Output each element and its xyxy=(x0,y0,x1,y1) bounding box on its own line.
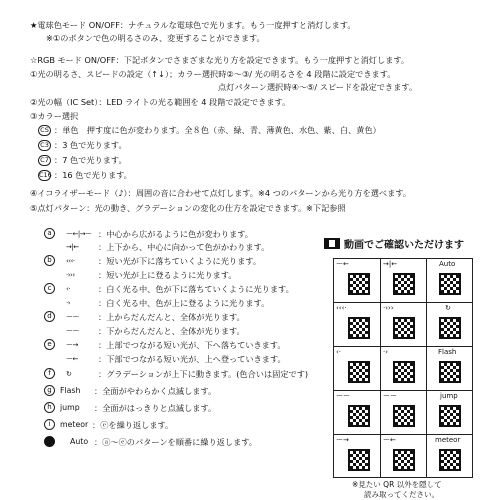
color-cs-row xyxy=(38,125,381,136)
qr-code-icon xyxy=(393,361,415,383)
cs-icon: CS xyxy=(38,125,51,136)
color-cs-text: ：単色 押す度に色が変わります。全８色（赤、緑、青、薄黄色、水色、紫、白、黄色） xyxy=(54,125,381,135)
qr-cell[interactable] xyxy=(334,391,381,435)
color-c3-text: ：3 色で光ります。 xyxy=(54,140,127,150)
film-icon xyxy=(324,238,340,249)
color-c7-row xyxy=(38,155,127,166)
pattern-arrow-icon: ーー xyxy=(66,313,79,321)
qr-cell-label: meteor xyxy=(435,436,461,444)
width-setting-text: ②光の幅（IC Set）：LED ライトの光る範囲を 4 段階で設定できます。 xyxy=(30,97,291,107)
qr-cell-label: Flash xyxy=(438,348,457,356)
qr-cell[interactable] xyxy=(427,303,473,347)
qr-cell[interactable] xyxy=(334,303,381,347)
pattern-badge: h xyxy=(44,402,55,413)
pattern-speed-text: 点灯パターン選択時④～⑤/ スピードを設定できます。 xyxy=(218,82,418,92)
c7-icon: C7 xyxy=(38,155,51,166)
pattern-desc: ：ⓐ～ⓔのパターンを順番に繰り返します。 xyxy=(94,437,257,447)
pattern-desc: ：上からだんだんと、全体が光ります。 xyxy=(98,312,245,322)
c3-icon: C3 xyxy=(38,140,51,151)
qr-code-icon xyxy=(439,361,461,383)
color-select-heading: ③カラー選択 xyxy=(30,111,79,121)
pattern-heading: ⑤点灯パターン：光の動き、グラデーションの変化の仕方を設定できます。※下記参照 xyxy=(30,203,346,213)
pattern-badge: d xyxy=(44,311,55,322)
pattern-badge: e xyxy=(44,339,55,350)
color-c16-row xyxy=(38,170,132,181)
auto-dot-icon xyxy=(44,436,55,447)
pattern-arrow-icon: ‹‹‹· xyxy=(66,257,75,265)
qr-cell-label: Auto xyxy=(439,260,456,268)
qr-code-icon xyxy=(393,405,415,427)
qr-code-icon xyxy=(439,317,461,339)
pattern-desc: ：短い光が上に登るように光ります。 xyxy=(98,270,237,280)
qr-cell-label: ‹‹‹· xyxy=(336,304,347,312)
qr-cell[interactable] xyxy=(334,259,381,303)
qr-cell-label: ーー xyxy=(383,392,397,400)
qr-cell[interactable] xyxy=(381,347,427,391)
pattern-desc: ：下からだんだんと、全体が光ります。 xyxy=(98,326,245,336)
pattern-arrow-icon: ·› xyxy=(66,299,71,307)
pattern-desc: ：上部でつながる短い光が、下へ落ちていきます。 xyxy=(98,340,286,350)
pattern-name: jump xyxy=(60,403,80,412)
qr-cell[interactable] xyxy=(427,391,473,435)
pattern-desc: ：白く光る中、色が下に落ちていくように光ります。 xyxy=(98,284,294,294)
pattern-desc: ：白く光る中、色が上に登るように光ります。 xyxy=(98,298,270,308)
pattern-badge: c xyxy=(44,283,55,294)
qr-cell-label: ー← xyxy=(383,436,396,444)
pattern-name: meteor xyxy=(60,420,89,429)
qr-cell[interactable] xyxy=(381,435,427,478)
pattern-desc: ：下部でつながる短い光が、上へ登っていきます。 xyxy=(98,354,286,364)
qr-cell[interactable] xyxy=(381,391,427,435)
loop-icon: ↻ xyxy=(445,304,451,312)
pattern-desc: ：全面がはっきりと点滅します。 xyxy=(94,403,217,413)
qr-cell[interactable] xyxy=(381,259,427,303)
pattern-desc: ：中心から広がるように色が変わります。 xyxy=(98,229,253,239)
pattern-desc: ：上下から、中心に向かって色がかわります。 xyxy=(98,242,270,252)
pattern-arrow-icon: ー←|→ー xyxy=(66,230,92,238)
pattern-arrow-icon: ー→ xyxy=(66,341,78,349)
pattern-arrow-icon: →|← xyxy=(66,243,79,251)
color-c16-text: ：16 色で光ります。 xyxy=(54,170,132,180)
pattern-desc: ：短い光が下に落ちていくように光ります。 xyxy=(98,256,262,266)
qr-cell[interactable] xyxy=(334,347,381,391)
qr-code-icon xyxy=(348,361,370,383)
qr-code-icon xyxy=(393,317,415,339)
rgb-mode-text: ☆RGB モード ON/OFF：下記ボタンでさまざまな光り方を設定できます。もう一度押すと消灯します。 xyxy=(30,55,410,65)
pattern-badge: g xyxy=(44,385,55,396)
color-c7-text: ：7 色で光ります。 xyxy=(54,155,127,165)
qr-cell-label: ーー xyxy=(336,392,350,400)
qr-cell-label: ー→ xyxy=(336,436,349,444)
pattern-arrow-icon: ーー xyxy=(66,327,79,335)
loop-icon: ↻ xyxy=(66,370,72,378)
pattern-badge: f xyxy=(44,368,55,379)
pattern-desc: ：ⓔを繰り返します。 xyxy=(92,420,174,430)
qr-code-icon xyxy=(439,449,461,471)
pattern-desc: ：グラデーションが上下に動きます。(色合いは固定です) xyxy=(98,369,309,379)
video-heading xyxy=(324,238,464,253)
bulb-mode-text: ★電球色モード ON/OFF：ナチュラルな電球色で光ります。もう一度押すと消灯します。 xyxy=(30,20,356,30)
pattern-badge: b xyxy=(44,255,55,266)
qr-note-line2: 読み取ってください。 xyxy=(364,490,439,499)
qr-cell-label: →|← xyxy=(383,260,398,268)
qr-note xyxy=(352,480,442,500)
qr-cell-label: ·› xyxy=(383,348,389,356)
pattern-name: Auto xyxy=(70,437,89,446)
qr-code-icon xyxy=(439,273,461,295)
qr-cell[interactable] xyxy=(427,347,473,391)
pattern-arrow-icon: ‹· xyxy=(66,285,71,293)
video-heading-text: 動画でご確認いただけます xyxy=(344,240,464,251)
qr-cell[interactable] xyxy=(427,435,473,478)
qr-cell-label: ·››› xyxy=(383,304,394,312)
pattern-arrow-icon: ·››› xyxy=(66,271,75,279)
qr-code-icon xyxy=(439,405,461,427)
c16-icon: C16 xyxy=(39,171,52,179)
qr-cell[interactable] xyxy=(334,435,381,478)
qr-cell[interactable] xyxy=(381,303,427,347)
qr-code-icon xyxy=(393,449,415,471)
pattern-name: Flash xyxy=(60,386,81,395)
qr-code-icon xyxy=(348,405,370,427)
color-c3-row xyxy=(38,140,127,151)
qr-code-icon xyxy=(348,273,370,295)
pattern-badge: a xyxy=(44,228,55,239)
qr-grid xyxy=(333,258,473,478)
pattern-badge: i xyxy=(44,419,55,430)
pattern-desc: ：全面がやわらかく点滅します。 xyxy=(94,386,217,396)
brightness-speed-text: ①光の明るさ、スピードの設定（↑↓）；カラー選択時②～③/ 光の明るさを 4 段階に設定できます。 xyxy=(30,69,396,79)
pattern-arrow-icon: ー← xyxy=(66,355,78,363)
qr-cell-label: ‹· xyxy=(336,348,342,356)
bulb-mode-note: ※①のボタンで色の明るさのみ、変更することができます。 xyxy=(46,33,265,43)
qr-cell[interactable] xyxy=(427,259,473,303)
qr-cell-label: ー← xyxy=(336,260,349,268)
qr-note-line1: ※見たい QR 以外を隠して xyxy=(352,480,442,489)
equalizer-text: ④イコライザーモード（♪）：周囲の音に合わせて点灯します。※4 つのパターンから光り方を選べます。 xyxy=(30,188,412,198)
qr-code-icon xyxy=(348,449,370,471)
qr-cell-label: jump xyxy=(440,392,458,400)
qr-code-icon xyxy=(393,273,415,295)
qr-code-icon xyxy=(348,317,370,339)
